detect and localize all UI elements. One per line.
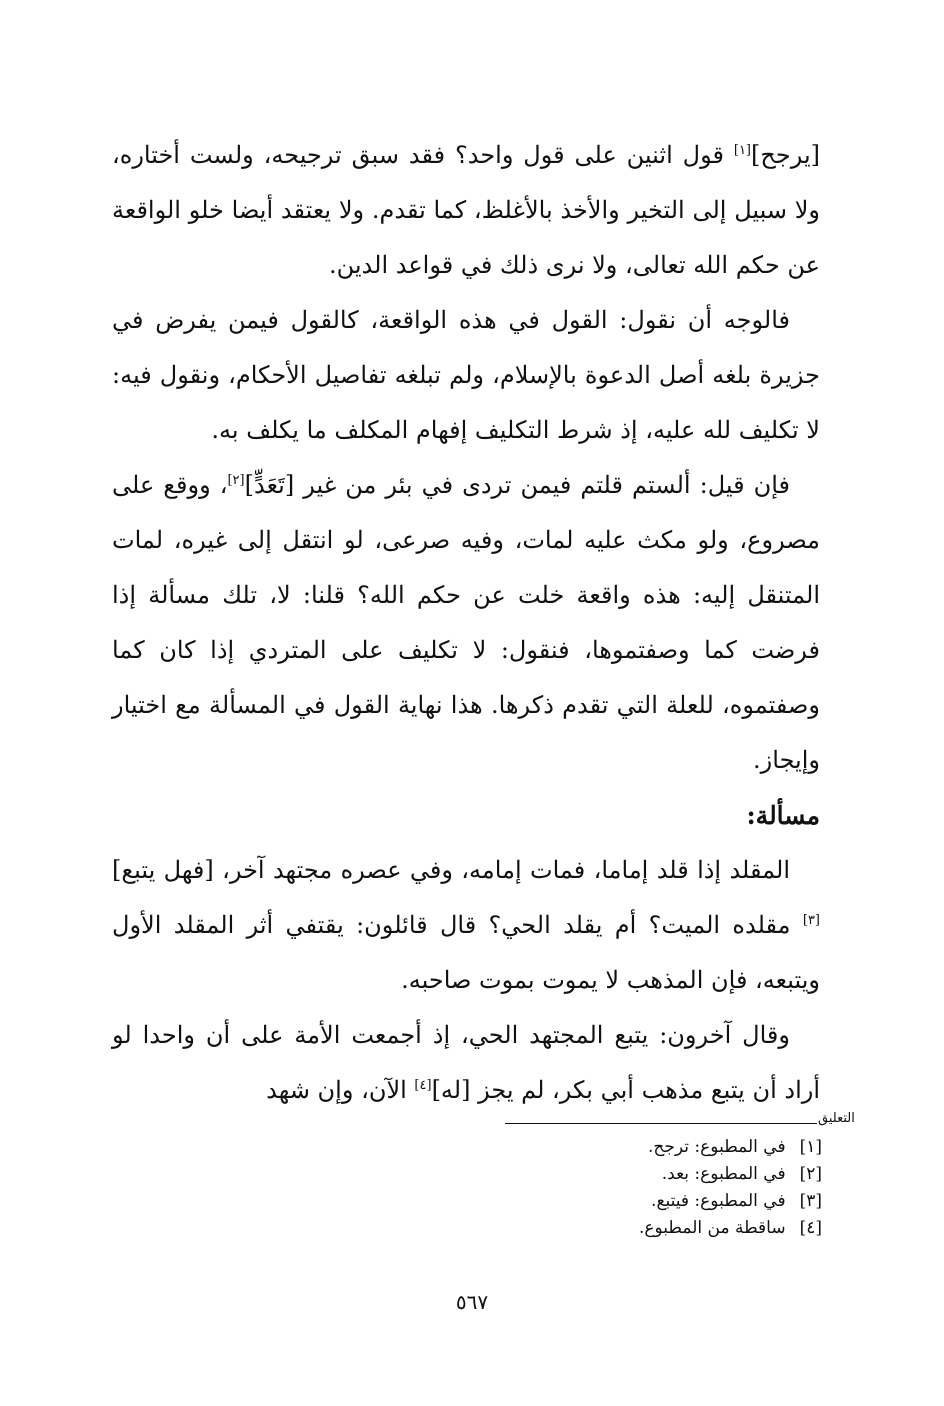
footnote-text: في المطبوع: ترجح. <box>648 1137 786 1157</box>
paragraph-1-text: قول اثنين على قول واحد؟ فقد سبق ترجيحه، ولست أختاره، ولا سبيل إلى التخير والأخذ بالأغلظ، كما تقدم. ولا يعتقد أيضا خلو الواقعة عن حكم الله تعالى، ولا نرى ذلك في قواعد الدين. <box>112 141 820 279</box>
paragraph-5 <box>112 1008 820 1118</box>
paragraph-4-after: مقلده الميت؟ أم يقلد الحي؟ قال قائلون: يقتفي أثر المقلد الأول ويتبعه، فإن المذهب لا يموت بموت صاحبه. <box>112 911 820 994</box>
paragraph-5-after: الآن، وإن شهد <box>266 1076 415 1104</box>
page-number: ٥٦٧ <box>455 1290 489 1314</box>
paragraph-4 <box>112 843 820 1008</box>
bracketed-word: [تَعَدٍّ] <box>244 471 295 499</box>
footnote-item <box>639 1134 822 1161</box>
paragraph-2: فالوجه أن نقول: القول في هذه الواقعة، كالقول فيمن يفرض في جزيرة بلغه أصل الدعوة بالإسلام، ولم تبلغه تفاصيل الأحكام، ونقول فيه: لا تكليف لله عليه، إذ شرط التكليف إفهام المكلف ما يكلف به. <box>112 306 820 444</box>
footnote-text: في المطبوع: فيتبع. <box>651 1191 786 1211</box>
footnote-number: [٢] <box>799 1164 822 1184</box>
footnote-ref-3: [٣] <box>802 913 820 928</box>
paragraph-4-before: المقلد إذا قلد إماما، فمات إمامه، وفي عصره مجتهد آخر، <box>213 856 790 884</box>
footnote-ref-1: [١] <box>733 143 751 158</box>
footnote-text: في المطبوع: بعد. <box>661 1164 786 1184</box>
paragraph-3-before: فإن قيل: ألستم قلتم فيمن تردى في بئر من غير <box>294 471 790 499</box>
footnotes-divider <box>505 1123 817 1124</box>
footnote-item <box>639 1161 822 1188</box>
footnote-text: ساقطة من المطبوع. <box>638 1218 786 1238</box>
footnote-number: [٣] <box>799 1191 822 1211</box>
bracketed-phrase: [فهل يتبع] <box>112 856 214 884</box>
footnote-item <box>639 1188 822 1215</box>
footnote-ref-2: [٢] <box>227 473 245 488</box>
paragraph-5-before: وقال آخرون: يتبع المجتهد الحي، إذ أجمعت الأمة على أن واحدا لو أراد أن يتبع مذهب أبي بكر، لم يجز <box>112 1021 820 1104</box>
bracketed-word: [له] <box>431 1076 471 1104</box>
footnote-number: [٤] <box>799 1218 822 1238</box>
main-text <box>112 128 820 1118</box>
footnote-number: [١] <box>799 1137 822 1157</box>
section-heading: مسألة: <box>746 801 820 830</box>
paragraph-3-after: ، ووقع على مصروع، ولو مكث عليه لمات، وفيه صرعى، لو انتقل إلى غيره، لمات المتنقل إليه: هذه واقعة خلت عن حكم الله؟ قلنا: لا، تلك مسألة إذا فرضت كما وصفتموها، فنقول: لا تكليف على المتردي إذا كان كما وصفتموه، للعلة التي تقدم ذكرها. هذا نهاية القول في المسألة مع اختيار وإيجاز. <box>112 471 821 774</box>
footnotes-list <box>639 1134 822 1242</box>
bracket-close: ] <box>751 141 761 169</box>
bracket-open: [ <box>810 141 820 169</box>
paragraph-3 <box>112 458 820 788</box>
bracketed-word: يرجح <box>760 141 811 169</box>
paragraph-1 <box>112 128 820 293</box>
footnotes-label: التعليق <box>818 1111 855 1126</box>
footnote-ref-4: [٤] <box>414 1078 432 1093</box>
footnote-item <box>639 1215 822 1242</box>
